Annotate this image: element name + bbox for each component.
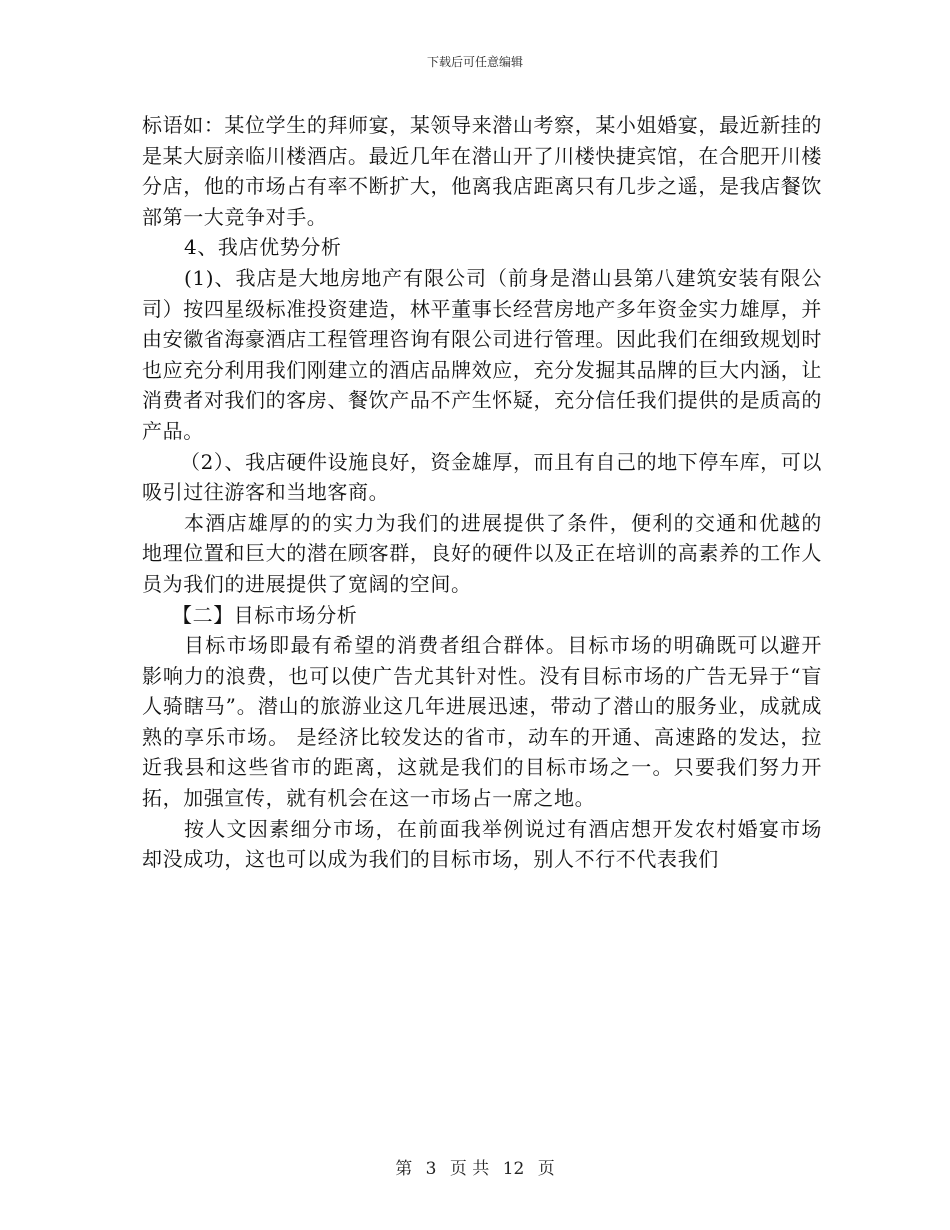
page-footer: [0, 1154, 950, 1179]
paragraph-strength-summary: 本酒店雄厚的的实力为我们的进展提供了条件，便利的交通和优越的地理位置和巨大的潜在顾客群，良好的硬件以及正在培训的高素养的工作人员为我们的进展提供了宽阔的空间。: [142, 510, 822, 596]
footer-current-page: 3: [425, 1159, 437, 1179]
footer-prefix: 第: [395, 1159, 413, 1179]
header-note: 下载后可任意编辑: [426, 55, 523, 69]
paragraph-advantage-2: （2）、我店硬件设施良好，资金雄厚，而且有自己的地下停车库，可以吸引过往游客和当地客商。: [142, 449, 822, 505]
footer-middle: 页 共: [449, 1159, 490, 1179]
paragraph-advantage-1: (1)、我店是大地房地产有限公司（前身是潜山县第八建筑安装有限公司）按四星级标准投资建造，林平董事长经营房地产多年资金实力雄厚，并由安徽省海豪酒店工程管理咨询有限公司进行管理。因此我们在细致规划时也应充分利用我们刚建立的酒店品牌效应，充分发掘其品牌的巨大内涵，让消费者对我们的客房、餐饮产品不产生怀疑，充分信任我们提供的是质高的产品。: [142, 265, 822, 443]
paragraph-segmentation: 按人文因素细分市场，在前面我举例说过有酒店想开发农村婚宴市场却没成功，这也可以成为我们的目标市场，别人不行不代表我们: [142, 816, 822, 872]
footer-suffix: 页: [537, 1159, 555, 1179]
document-body: [142, 110, 822, 875]
paragraph-competitor: 标语如：某位学生的拜师宴，某领导来潜山考察，某小姐婚宴，最近新挂的是某大厨亲临川楼酒店。最近几年在潜山开了川楼快捷宾馆，在合肥开川楼分店，他的市场占有率不断扩大，他离我店距离只有几步之遥，是我店餐饮部第一大竞争对手。: [142, 113, 822, 229]
footer-total-pages: 12: [502, 1159, 525, 1179]
section-heading-target-market: 【二】目标市场分析: [172, 602, 358, 627]
page-header: [0, 53, 950, 70]
paragraph-target-market: 目标市场即最有希望的消费者组合群体。目标市场的明确既可以避开影响力的浪费，也可以使广告尤其针对性。没有目标市场的广告无异于“盲人骑瞎马”。潜山的旅游业这几年进展迅速，带动了潜山的服务业，成就成熟的享乐市场。 是经济比较发达的省市，动车的开通、高速路的发达，拉近我县和这些省市的距离，这就是我们的目标市场之一。只要我们努力开拓，加强宣传，就有机会在这一市场占一席之地。: [142, 633, 822, 811]
section-heading-advantages: 4、我店优势分析: [184, 235, 342, 260]
